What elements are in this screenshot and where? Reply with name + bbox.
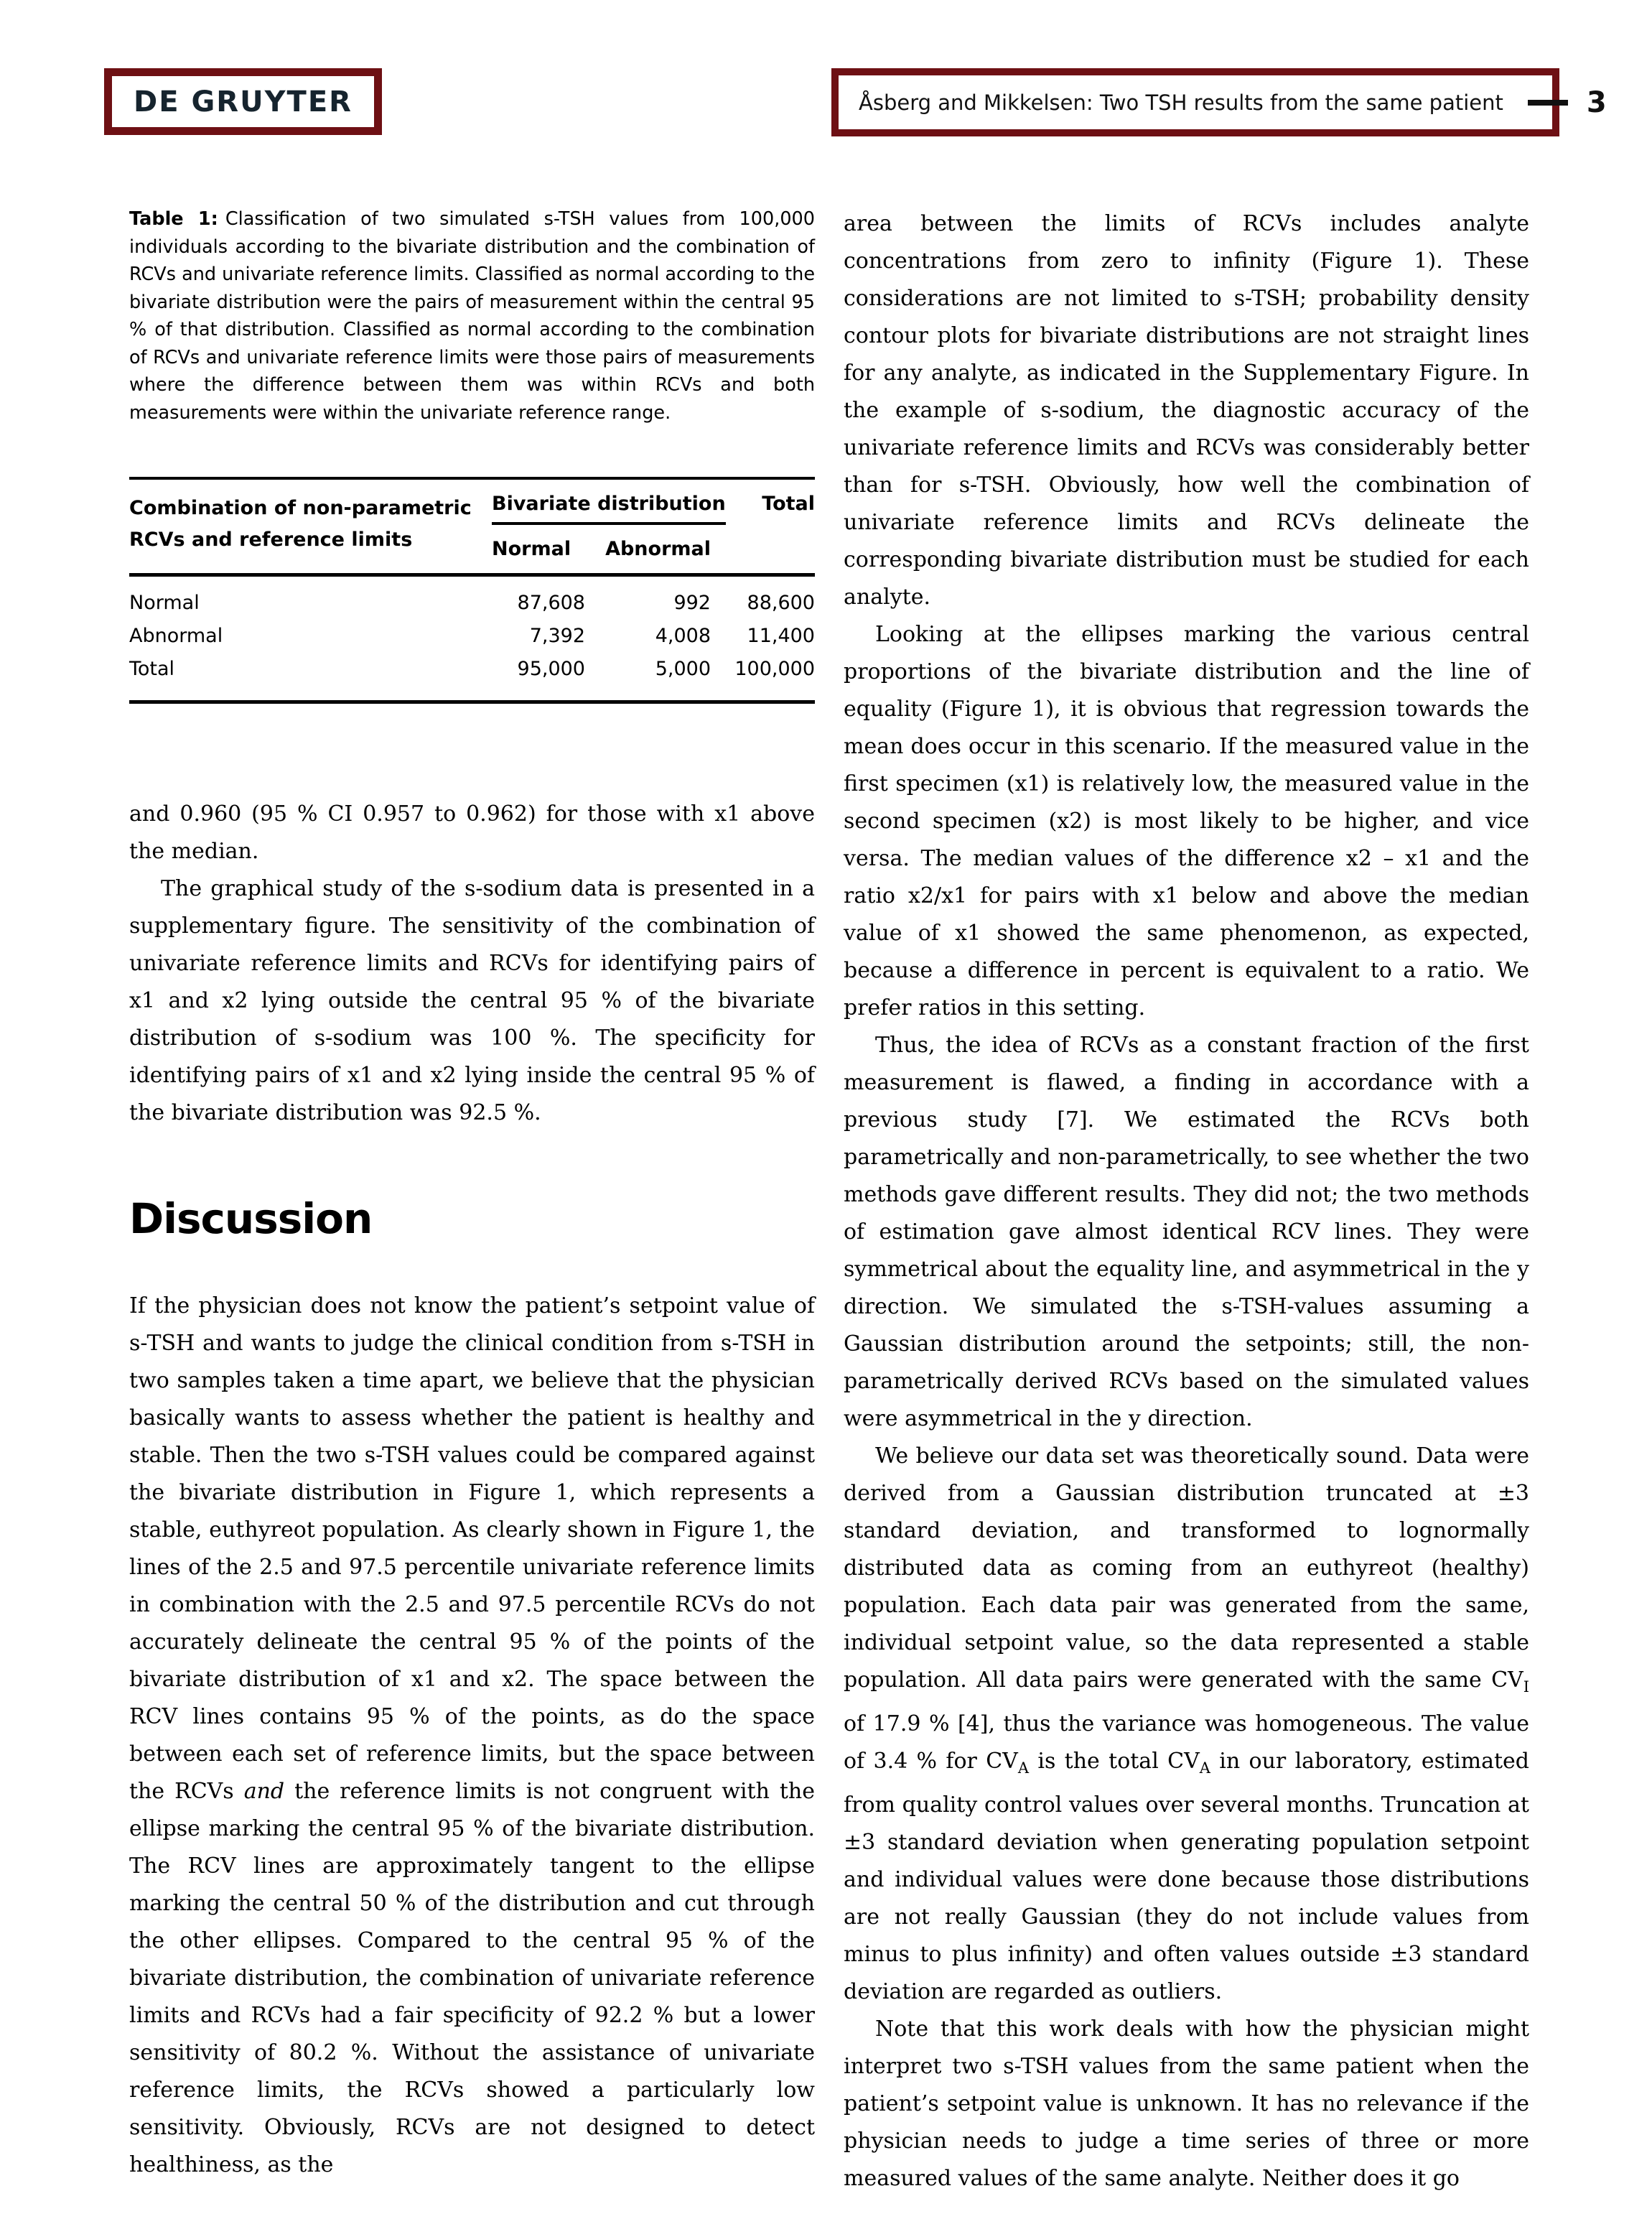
table-row [129, 653, 815, 686]
table-subheader-abnormal: Abnormal [605, 538, 711, 560]
right-body-text [844, 205, 1529, 2197]
cell-total: 88,600 [747, 592, 815, 614]
paragraph: If the physician does not know the patient’s setpoint value of s-TSH and wants to judge the clinical condition from s-TSH in two samples taken a time apart, we believe that the physician basically wants to assess whether the patient is healthy and stable. Then the two s-TSH values could be compared against the bivariate distribution in Figure 1, which represents a stable, euthyreot population. As clearly shown in Figure 1, the lines of the 2.5 and 97.5 percentile univariate reference limits in combination with the 2.5 and 97.5 percentile RCVs do not accurately delineate the central 95 % of the points of the bivariate distribution of x1 and x2. The space between the RCV lines contains 95 % of the points, as do the space between each set of reference limits, but the space between the RCVs and the reference limits is not congruent with the ellipse marking the central 95 % of the bivariate distribution. The RCV lines are approximately tangent to the ellipse marking the central 50 % of the distribution and cut through the other ellipses. Compared to the central 95 % of the bivariate distribution, the combination of univariate reference limits and RCVs had a fair specificity of 92.2 % but a lower sensitivity of 80.2 %. Without the assistance of univariate reference limits, the RCVs showed a particularly low sensitivity. Obviously, RCVs are not designed to detect healthiness, as the [129, 1293, 816, 2177]
cell-total: 100,000 [734, 658, 815, 680]
section-heading-discussion: Discussion [129, 1194, 373, 1243]
row-label: Abnormal [129, 625, 223, 647]
running-head-box [831, 68, 1607, 136]
table-group-header [492, 493, 726, 525]
table-caption [129, 205, 815, 427]
paragraph: Looking at the ellipses marking the various central proportions of the bivariate distribution and the line of equality (Figure 1), it is obvious that regression towards the mean does occur in this scenario. If the measured value in the first specimen (x1) is relatively low, the measured value in the second specimen (x2) is most likely to be higher, and vice versa. The median values of the difference x2 – x1 and the ratio x2/x1 for pairs with x1 below and above the median value of x1 showed the same phenomenon, as expected, because a difference in percent is equivalent to a ratio. We prefer ratios in this setting. [844, 622, 1529, 1020]
table-caption-text: Classification of two simulated s-TSH values from 100,000 individuals according to the bivariate distribution and the combination of RCVs and univariate reference limits. Classified as normal according to the bivariate distribution were the pairs of measurement within the central 95 % of that distribution. Classified as normal according to the combination of RCVs and univariate reference limits were those pairs of measurements where the difference between them was within RCVs and both measurements were within the univariate reference range. [129, 208, 816, 424]
cell-normal: 87,608 [517, 592, 585, 614]
paragraph: The graphical study of the s-sodium data is presented in a supplementary figure. The sensitivity of the combination of univariate reference limits and RCVs for identifying pairs of x1 and x2 lying outside the central 95 % of the bivariate distribution of s-sodium was 100 %. The specificity for identifying pairs of x1 and x2 lying inside the central 95 % of the bivariate distribution was 92.5 %. [129, 876, 815, 1125]
right-column [844, 205, 1529, 2197]
row-label: Total [129, 658, 175, 680]
cell-normal: 7,392 [529, 625, 585, 647]
cell-abnormal: 992 [673, 592, 711, 614]
table-header [129, 493, 815, 560]
cell-abnormal: 5,000 [655, 658, 711, 680]
page-number: 3 [1586, 85, 1607, 119]
left-column [129, 205, 815, 2197]
table-subheader-normal: Normal [492, 538, 571, 560]
table-body [129, 577, 815, 686]
table-row [129, 587, 815, 620]
running-head: Åsberg and Mikkelsen: Two TSH results from the same patient [859, 90, 1503, 115]
cell-abnormal: 4,008 [655, 625, 711, 647]
table-1 [129, 477, 815, 704]
page-number-separator [1528, 100, 1568, 106]
paragraph: Note that this work deals with how the physician might interpret two s-TSH values from the same patient when the patient’s setpoint value is unknown. It has no relevance if the physician needs to judge a time series of three or more measured values of the same analyte. Neither does it go [844, 2016, 1529, 2191]
two-column-layout [129, 205, 1559, 2197]
row-label: Normal [129, 592, 200, 614]
publisher-logo: DE GRUYTER [134, 85, 353, 118]
publisher-logo-box [104, 68, 382, 135]
cell-total: 11,400 [747, 625, 815, 647]
table-total-header: Total [762, 493, 815, 515]
paragraph: and 0.960 (95 % CI 0.957 to 0.962) for those with x1 above the median. [129, 801, 815, 864]
page-header [104, 68, 1607, 136]
paragraph: area between the limits of RCVs includes analyte concentrations from zero to infinity (Figure 1). These considerations are not limited to s-TSH; probability density contour plots for bivariate distributions are not straight lines for any analyte, as indicated in the Supplementary Figure. In the example of s-sodium, the diagnostic accuracy of the univariate reference limits and RCVs was considerably better than for s-TSH. Obviously, how well the combination of univariate reference limits and RCVs delineate the corresponding bivariate distribution must be studied for each analyte. [844, 211, 1529, 610]
table-group-header-text: Bivariate distribution [492, 493, 726, 525]
paragraph: We believe our data set was theoretically sound. Data were derived from a Gaussian distribution truncated at ±3 standard deviation, and transformed to lognormally distributed data as coming from an euthyreot (healthy) population. Each data pair was generated from the same, individual setpoint value, so the data represented a stable population. All data pairs were generated with the same $CV_I$ of 17.9 % [4], thus the variance was homogeneous. The value of 3.4 % for $CV_A$ is the total $CV_A$ in our laboratory, estimated from quality control values over several months. Truncation at ±3 standard deviation when generating population setpoint and individual values were done because those distributions are not really Gaussian (they do not include values from minus to plus infinity) and often values outside ±3 standard deviation are regarded as outliers. [844, 1443, 1529, 2004]
table-row [129, 620, 815, 653]
cell-normal: 95,000 [517, 658, 585, 680]
table-row-header: Combination of non-parametric RCVs and reference limits [129, 497, 472, 551]
table-caption-label: Table 1: [129, 208, 218, 230]
paragraph: Thus, the idea of RCVs as a constant fraction of the first measurement is flawed, a finding in accordance with a previous study [7]. We estimated the RCVs both parametrically and non-parametrically, to see whether the two methods gave different results. They did not; the two methods of estimation gave almost identical RCV lines. They were symmetrical about the equality line, and asymmetrical in the y direction. We simulated the s-TSH-values assuming a Gaussian distribution around the setpoints; still, the non-parametrically derived RCVs based on the simulated values were asymmetrical in the y direction. [844, 1033, 1529, 1431]
left-body-text [129, 796, 815, 2184]
